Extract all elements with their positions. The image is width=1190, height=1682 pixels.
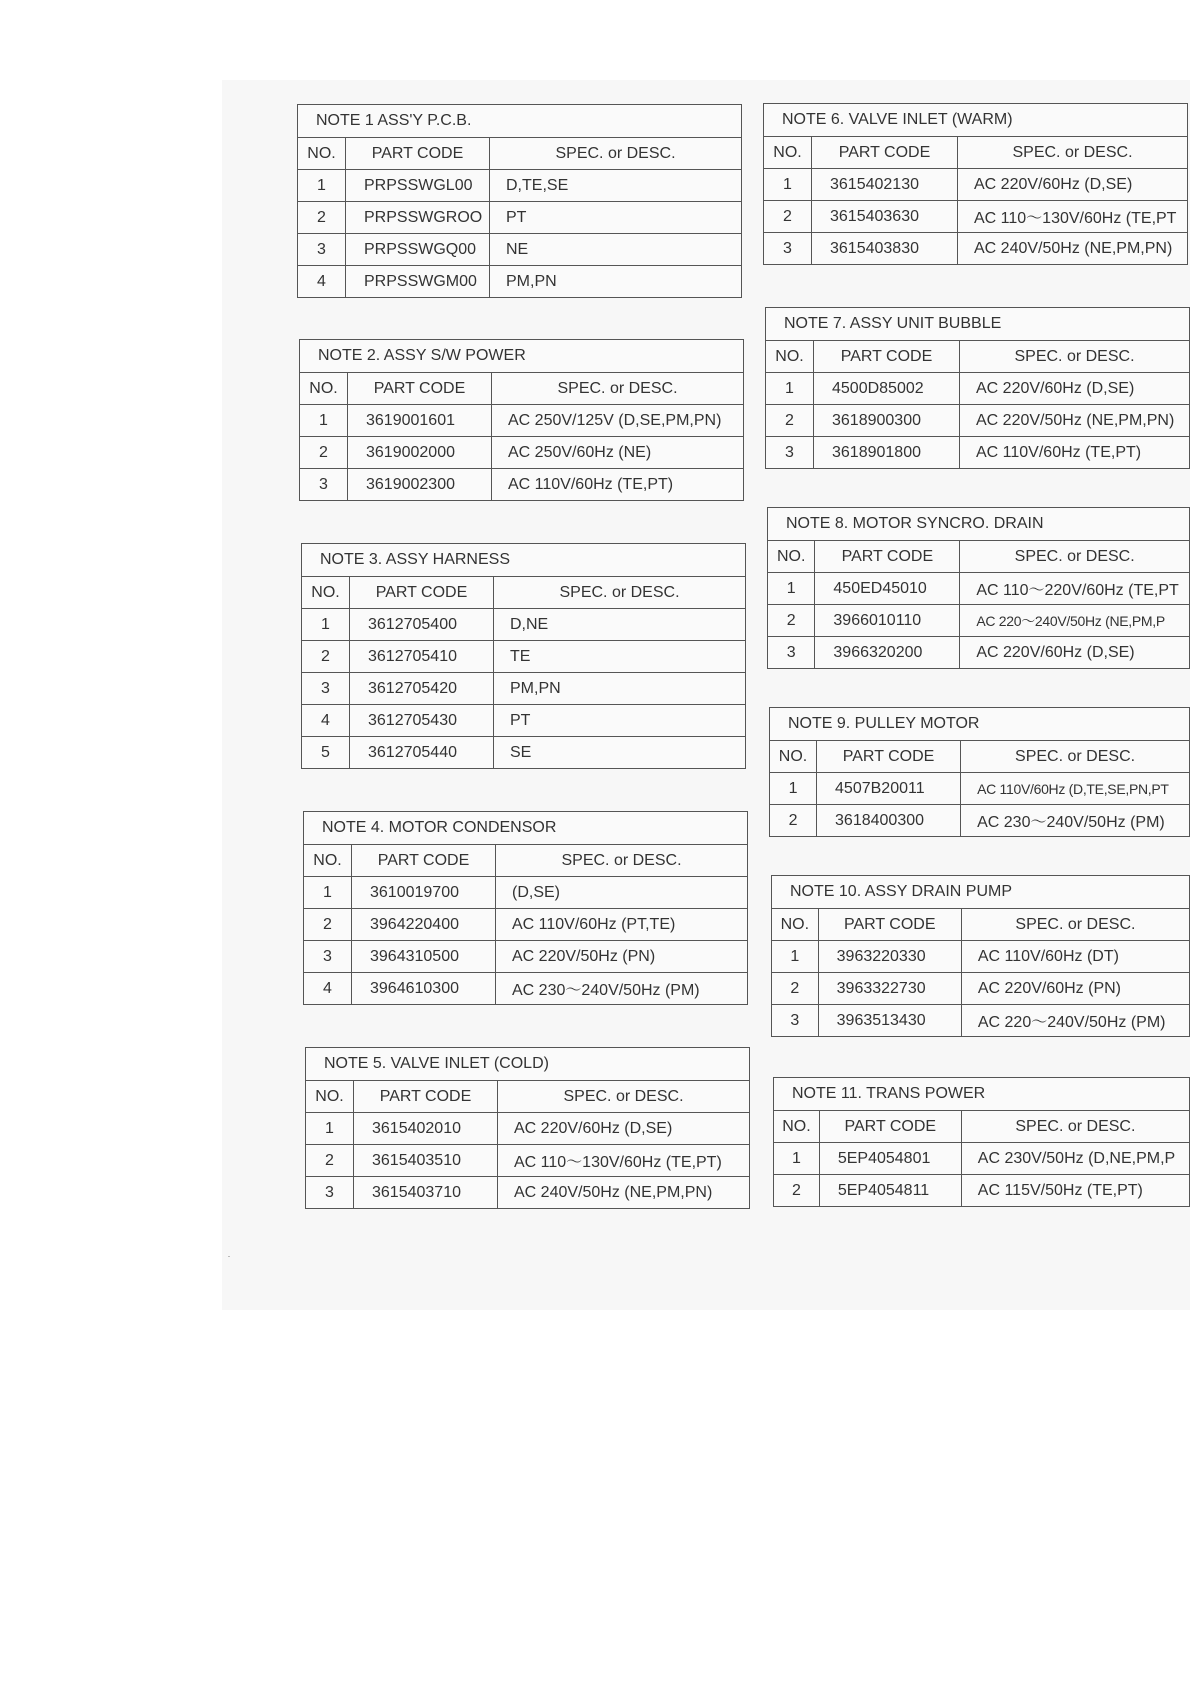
column-header-no: NO. [300, 373, 348, 405]
row-no: 3 [306, 1177, 354, 1209]
row-no: 1 [774, 1143, 820, 1175]
spec-desc: PT [490, 202, 742, 234]
part-code: 3619002000 [348, 437, 492, 469]
row-no: 1 [770, 773, 817, 805]
spec-desc: AC 115V/50Hz (TE,PT) [961, 1175, 1189, 1207]
column-header-part-code: PART CODE [815, 541, 960, 573]
row-no: 2 [300, 437, 348, 469]
spec-desc: AC 110～130V/60Hz (TE,PT [958, 201, 1188, 233]
row-no: 2 [768, 605, 815, 637]
column-header-part-code: PART CODE [819, 1111, 961, 1143]
column-header-part-code: PART CODE [346, 138, 490, 170]
note-7-table [765, 307, 1190, 469]
spec-desc: AC 110V/60Hz (PT,TE) [496, 909, 748, 941]
column-header-no: NO. [774, 1111, 820, 1143]
part-code: PRPSSWGROO [346, 202, 490, 234]
spec-desc: AC 220V/50Hz (PN) [496, 941, 748, 973]
table-title: NOTE 10. ASSY DRAIN PUMP [772, 876, 1190, 909]
table-row [302, 609, 746, 641]
part-code: 3615403510 [354, 1145, 498, 1177]
row-no: 2 [302, 641, 350, 673]
spec-desc: AC 220～240V/50Hz (NE,PM,P [960, 605, 1190, 637]
spec-desc: AC 230～240V/50Hz (PM) [496, 973, 748, 1005]
column-header-spec: SPEC. or DESC. [958, 137, 1188, 169]
table-title: NOTE 11. TRANS POWER [774, 1078, 1190, 1111]
table-title: NOTE 4. MOTOR CONDENSOR [304, 812, 748, 845]
column-header-spec: SPEC. or DESC. [961, 741, 1190, 773]
table-row [764, 169, 1188, 201]
spec-desc: SE [494, 737, 746, 769]
table-row [306, 1177, 750, 1209]
part-code: 3612705430 [350, 705, 494, 737]
table-row [774, 1143, 1190, 1175]
row-no: 1 [766, 373, 814, 405]
row-no: 3 [766, 437, 814, 469]
column-header-spec: SPEC. or DESC. [490, 138, 742, 170]
part-code: 3612705410 [350, 641, 494, 673]
part-code: 450ED45010 [815, 573, 960, 605]
row-no: 3 [772, 1005, 819, 1037]
row-no: 2 [764, 201, 812, 233]
table-row [304, 877, 748, 909]
spec-desc: PM,PN [494, 673, 746, 705]
spec-desc: PT [494, 705, 746, 737]
column-header-part-code: PART CODE [817, 741, 961, 773]
column-header-spec: SPEC. or DESC. [960, 541, 1190, 573]
spec-desc: AC 110V/60Hz (TE,PT) [960, 437, 1190, 469]
part-code: 3615403710 [354, 1177, 498, 1209]
part-code: 3612705440 [350, 737, 494, 769]
row-no: 1 [300, 405, 348, 437]
row-no: 4 [304, 973, 352, 1005]
part-code: 3966010110 [815, 605, 960, 637]
part-code: 3964610300 [352, 973, 496, 1005]
note-9-table [769, 707, 1190, 837]
table-row [302, 737, 746, 769]
spec-desc: AC 110V/60Hz (D,TE,SE,PN,PT [961, 773, 1190, 805]
spec-desc: D,TE,SE [490, 170, 742, 202]
spec-desc: D,NE [494, 609, 746, 641]
column-header-no: NO. [764, 137, 812, 169]
table-title: NOTE 7. ASSY UNIT BUBBLE [766, 308, 1190, 341]
table-row [304, 909, 748, 941]
column-header-no: NO. [766, 341, 814, 373]
part-code: 5EP4054811 [819, 1175, 961, 1207]
column-header-spec: SPEC. or DESC. [960, 341, 1190, 373]
table-row [300, 405, 744, 437]
column-header-part-code: PART CODE [352, 845, 496, 877]
note-10-table [771, 875, 1190, 1037]
part-code: 3963322730 [818, 973, 961, 1005]
scan-speck [228, 1256, 230, 1257]
row-no: 1 [768, 573, 815, 605]
spec-desc: NE [490, 234, 742, 266]
row-no: 3 [300, 469, 348, 501]
column-header-spec: SPEC. or DESC. [498, 1081, 750, 1113]
row-no: 3 [764, 233, 812, 265]
note-8-table [767, 507, 1190, 669]
table-row [298, 170, 742, 202]
part-code: PRPSSWGL00 [346, 170, 490, 202]
spec-desc: TE [494, 641, 746, 673]
part-code: 3619002300 [348, 469, 492, 501]
table-row [768, 573, 1190, 605]
part-code: 3618901800 [814, 437, 960, 469]
part-code: 3964310500 [352, 941, 496, 973]
table-row [772, 941, 1190, 973]
spec-desc: AC 110～130V/60Hz (TE,PT) [498, 1145, 750, 1177]
spec-desc: AC 220V/60Hz (D,SE) [958, 169, 1188, 201]
table-title: NOTE 3. ASSY HARNESS [302, 544, 746, 577]
row-no: 4 [302, 705, 350, 737]
note-5-table [305, 1047, 750, 1209]
column-header-part-code: PART CODE [818, 909, 961, 941]
part-code: 3964220400 [352, 909, 496, 941]
table-row [306, 1145, 750, 1177]
table-row [768, 605, 1190, 637]
column-header-no: NO. [298, 138, 346, 170]
note-6-table [763, 103, 1188, 265]
row-no: 2 [298, 202, 346, 234]
spec-desc: AC 110V/60Hz (TE,PT) [492, 469, 744, 501]
spec-desc: PM,PN [490, 266, 742, 298]
table-row [772, 973, 1190, 1005]
note-3-table [301, 543, 746, 769]
table-row [302, 641, 746, 673]
part-code: 4507B20011 [817, 773, 961, 805]
part-code: 3612705400 [350, 609, 494, 641]
note-4-table [303, 811, 748, 1005]
spec-desc: AC 230V/50Hz (D,NE,PM,P [961, 1143, 1189, 1175]
column-header-spec: SPEC. or DESC. [961, 1111, 1189, 1143]
row-no: 2 [306, 1145, 354, 1177]
part-code: 3612705420 [350, 673, 494, 705]
row-no: 2 [772, 973, 819, 1005]
table-row [766, 405, 1190, 437]
column-header-no: NO. [772, 909, 819, 941]
table-row [300, 469, 744, 501]
row-no: 3 [302, 673, 350, 705]
part-code: 3618900300 [814, 405, 960, 437]
note-1-table [297, 104, 742, 298]
table-row [764, 201, 1188, 233]
part-code: 3615403630 [812, 201, 958, 233]
column-header-part-code: PART CODE [354, 1081, 498, 1113]
table-row [304, 941, 748, 973]
row-no: 5 [302, 737, 350, 769]
part-code: PRPSSWGM00 [346, 266, 490, 298]
table-row [774, 1175, 1190, 1207]
row-no: 3 [768, 637, 815, 669]
spec-desc: AC 220V/50Hz (NE,PM,PN) [960, 405, 1190, 437]
table-row [766, 373, 1190, 405]
spec-desc: (D,SE) [496, 877, 748, 909]
column-header-no: NO. [768, 541, 815, 573]
row-no: 1 [772, 941, 819, 973]
spec-desc: AC 220V/60Hz (D,SE) [960, 373, 1190, 405]
spec-desc: AC 220～240V/50Hz (PM) [961, 1005, 1189, 1037]
table-row [306, 1113, 750, 1145]
spec-desc: AC 110～220V/60Hz (TE,PT [960, 573, 1190, 605]
note-11-table [773, 1077, 1190, 1207]
table-row [772, 1005, 1190, 1037]
column-header-no: NO. [770, 741, 817, 773]
table-row [766, 437, 1190, 469]
row-no: 2 [774, 1175, 820, 1207]
part-code: 5EP4054801 [819, 1143, 961, 1175]
part-code: 3610019700 [352, 877, 496, 909]
column-header-spec: SPEC. or DESC. [492, 373, 744, 405]
table-row [298, 202, 742, 234]
spec-desc: AC 240V/50Hz (NE,PM,PN) [958, 233, 1188, 265]
table-row [302, 673, 746, 705]
row-no: 1 [306, 1113, 354, 1145]
row-no: 3 [298, 234, 346, 266]
part-code: 3618400300 [817, 805, 961, 837]
part-code: 3966320200 [815, 637, 960, 669]
row-no: 3 [304, 941, 352, 973]
row-no: 1 [298, 170, 346, 202]
note-2-table [299, 339, 744, 501]
column-header-no: NO. [306, 1081, 354, 1113]
table-title: NOTE 6. VALVE INLET (WARM) [764, 104, 1188, 137]
spec-desc: AC 220V/60Hz (D,SE) [960, 637, 1190, 669]
table-row [768, 637, 1190, 669]
table-row [298, 266, 742, 298]
part-code: 3963220330 [818, 941, 961, 973]
part-code: 3963513430 [818, 1005, 961, 1037]
table-title: NOTE 1 ASS'Y P.C.B. [298, 105, 742, 138]
column-header-part-code: PART CODE [348, 373, 492, 405]
row-no: 1 [764, 169, 812, 201]
column-header-no: NO. [304, 845, 352, 877]
table-title: NOTE 2. ASSY S/W POWER [300, 340, 744, 373]
table-row [302, 705, 746, 737]
spec-desc: AC 240V/50Hz (NE,PM,PN) [498, 1177, 750, 1209]
table-row [298, 234, 742, 266]
spec-desc: AC 220V/60Hz (D,SE) [498, 1113, 750, 1145]
column-header-spec: SPEC. or DESC. [496, 845, 748, 877]
column-header-part-code: PART CODE [812, 137, 958, 169]
row-no: 1 [302, 609, 350, 641]
column-header-spec: SPEC. or DESC. [494, 577, 746, 609]
table-title: NOTE 8. MOTOR SYNCRO. DRAIN [768, 508, 1190, 541]
table-row [764, 233, 1188, 265]
table-row [770, 773, 1190, 805]
table-title: NOTE 5. VALVE INLET (COLD) [306, 1048, 750, 1081]
part-code: 3615403830 [812, 233, 958, 265]
spec-desc: AC 250V/60Hz (NE) [492, 437, 744, 469]
spec-desc: AC 220V/60Hz (PN) [961, 973, 1189, 1005]
part-code: 3619001601 [348, 405, 492, 437]
table-row [304, 973, 748, 1005]
part-code: 3615402010 [354, 1113, 498, 1145]
part-code: PRPSSWGQ00 [346, 234, 490, 266]
row-no: 1 [304, 877, 352, 909]
row-no: 2 [304, 909, 352, 941]
table-row [770, 805, 1190, 837]
row-no: 2 [770, 805, 817, 837]
table-row [300, 437, 744, 469]
spec-desc: AC 110V/60Hz (DT) [961, 941, 1189, 973]
row-no: 2 [766, 405, 814, 437]
part-code: 4500D85002 [814, 373, 960, 405]
table-title: NOTE 9. PULLEY MOTOR [770, 708, 1190, 741]
spec-desc: AC 250V/125V (D,SE,PM,PN) [492, 405, 744, 437]
row-no: 4 [298, 266, 346, 298]
part-code: 3615402130 [812, 169, 958, 201]
column-header-part-code: PART CODE [814, 341, 960, 373]
column-header-no: NO. [302, 577, 350, 609]
column-header-part-code: PART CODE [350, 577, 494, 609]
column-header-spec: SPEC. or DESC. [961, 909, 1189, 941]
spec-desc: AC 230～240V/50Hz (PM) [961, 805, 1190, 837]
